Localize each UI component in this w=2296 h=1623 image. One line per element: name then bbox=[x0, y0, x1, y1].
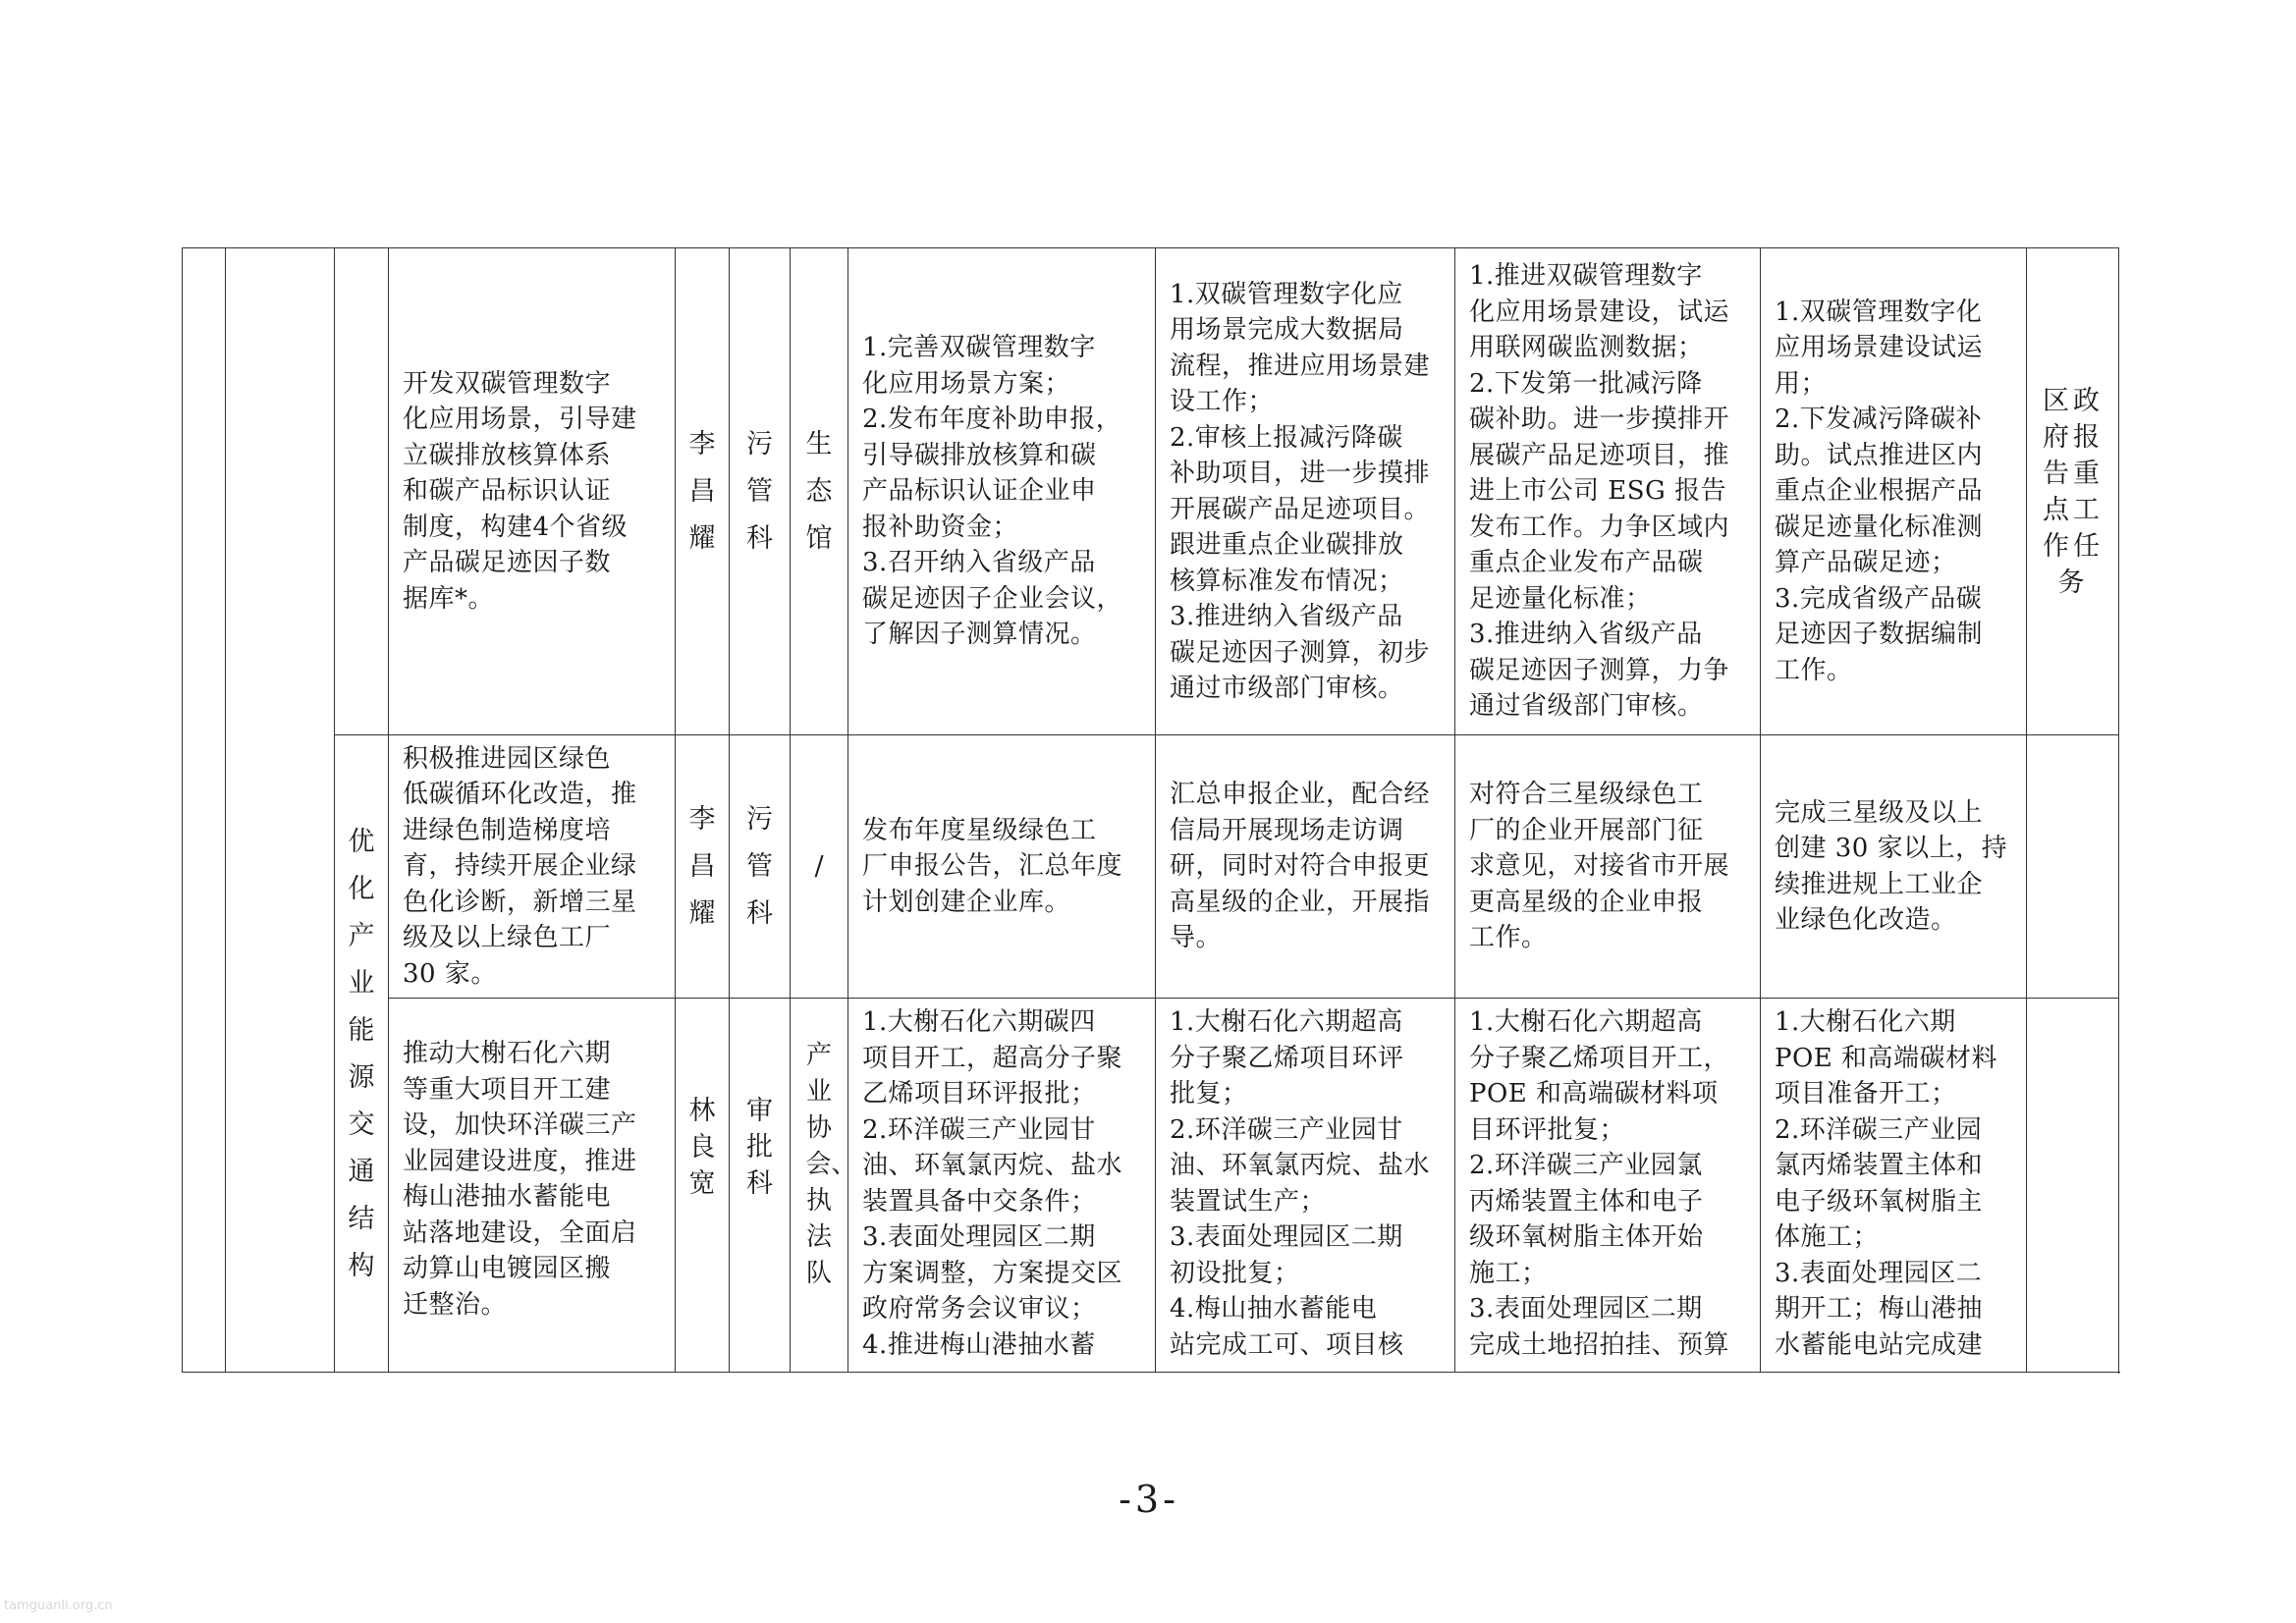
row2-category-cell bbox=[334, 734, 388, 1373]
row1-leader-cell bbox=[675, 247, 729, 734]
row2-q3-text: 对符合三星级绿色工 厂的企业开展部门征 求意见，对接省市开展 更高星级的企业申报 工作。 bbox=[1469, 780, 1730, 953]
row2-task-text: 积极推进园区绿色 低碳循环化改造，推 进绿色制造梯度培 育，持续开展企业绿 色化诊断，新增三星 级及以上绿色工厂 30 家。 bbox=[403, 743, 637, 989]
row3-q3-cell bbox=[1454, 998, 1760, 1373]
row2-task-cell bbox=[388, 734, 675, 998]
row2-q1-cell bbox=[847, 734, 1155, 998]
row2-dept-cell bbox=[729, 734, 790, 998]
row3-q2-cell bbox=[1155, 998, 1454, 1373]
row1-q4-cell bbox=[1760, 247, 2026, 734]
row3-coop-cell bbox=[790, 998, 857, 1373]
row3-q1-text: 1.大榭石化六期碳四 项目开工，超高分子聚 乙烯项目环评报批； 2.环洋碳三产业园甘 油、环氧氯丙烷、盐水 装置具备中交条件； 3.表面处理园区二期 方案调整，方案提交区 政府常务会议审议； 4.推进梅山港抽水蓄 bbox=[862, 1007, 1123, 1360]
row1-dept-text: 污管科 bbox=[746, 428, 773, 554]
row2-dept-text: 污管科 bbox=[746, 803, 773, 929]
row2-coop-cell bbox=[790, 734, 847, 998]
row1-note-cell bbox=[2026, 247, 2119, 734]
row1-q4-text: 1.双碳管理数字化 应用场景建设试运 用； 2.下发减污降碳补 助。试点推进区内 重点企业根据产品 碳足迹量化标准测 算产品碳足迹； 3.完成省级产品碳 足迹因子数据编制 工作。 bbox=[1775, 297, 1984, 685]
row3-q4-cell bbox=[1760, 998, 2026, 1373]
row2-q2-cell bbox=[1155, 734, 1454, 998]
row1-coop-text: 生态馆 bbox=[805, 428, 833, 554]
row1-q2-cell bbox=[1155, 247, 1454, 734]
row1-coop-cell bbox=[790, 247, 847, 734]
row3-q2-text: 1.大榭石化六期超高 分子聚乙烯项目环评 批复； 2.环洋碳三产业园甘 油、环氧氯丙烷、盐水 装置试生产； 3.表面处理园区二期 初设批复； 4.梅山抽水蓄能电 站完成工可、项目核 bbox=[1170, 1007, 1431, 1360]
row3-q1-cell bbox=[847, 998, 1155, 1373]
row2-q3-cell bbox=[1454, 734, 1760, 998]
row3-dept-text: 审批科 bbox=[746, 1096, 773, 1199]
row3-leader-text: 林良宽 bbox=[688, 1096, 716, 1199]
row1-q1-cell bbox=[847, 247, 1155, 734]
row3-dept-cell bbox=[729, 998, 790, 1373]
page-number: -3- bbox=[1119, 1478, 1179, 1521]
row3-coop-text: 产业协会、执法队 bbox=[805, 1041, 857, 1288]
table-blank-col-2 bbox=[225, 247, 334, 1373]
row3-q3-text: 1.大榭石化六期超高 分子聚乙烯项目开工， POE 和高端碳材料项 目环评批复； 2.环洋碳三产业园氯 丙烯装置主体和电子 级环氧树脂主体开始 施工； 3.表面处理园区二期 完成土地招拍挂、预算 bbox=[1469, 1007, 1730, 1360]
row1-leader-text: 李昌耀 bbox=[688, 428, 716, 554]
row2-q1-text: 发布年度星级绿色工 厂申报公告，汇总年度 计划创建企业库。 bbox=[862, 815, 1123, 917]
watermark-text: tamguanli.org.cn bbox=[4, 1598, 113, 1613]
table-right-border bbox=[2118, 247, 2119, 1374]
row3-task-cell bbox=[388, 998, 675, 1373]
row1-task-cell bbox=[388, 247, 675, 734]
row1-note-text: 区政府报告重点工作任务 bbox=[2043, 385, 2104, 598]
row2-category-text: 优化产业能源交通结构 bbox=[348, 826, 375, 1281]
table-blank-col-1 bbox=[182, 247, 225, 1373]
table-bottom-border bbox=[182, 1372, 2120, 1373]
row2-leader-text: 李昌耀 bbox=[688, 803, 716, 929]
row1-task-text: 开发双碳管理数字 化应用场景，引导建 立碳排放核算体系 和碳产品标识认证 制度，构建4个省级 产品碳足迹因子数 据库*。 bbox=[403, 368, 637, 614]
row3-task-text: 推动大榭石化六期 等重大项目开工建 设，加快环洋碳三产 业园建设进度，推进 梅山港抽水蓄能电 站落地建设，全面启 动算山电镀园区搬 迁整治。 bbox=[403, 1039, 637, 1320]
row2-q2-text: 汇总申报企业，配合经 信局开展现场走访调 研，同时对符合申报更 高星级的企业，开展指 导。 bbox=[1170, 780, 1431, 953]
row3-q4-text: 1.大榭石化六期 POE 和高端碳材料 项目准备开工； 2.环洋碳三产业园 氯丙烯装置主体和 电子级环氧树脂主 体施工； 3.表面处理园区二 期开工；梅山港抽 水蓄能电站完成建 bbox=[1775, 1007, 1998, 1360]
row2-coop-text: / bbox=[814, 850, 824, 882]
row1-q3-text: 1.推进双碳管理数字 化应用场景建设，试运 用联网碳监测数据； 2.下发第一批减污降 碳补助。进一步摸排开 展碳产品足迹项目，推 进上市公司 ESG 报告 发布工作。力争区域内 重点企业发布产品碳 足迹量化标准； 3.推进纳入省级产品 碳足迹因子测算，力争 通过省级部门审核。 bbox=[1469, 261, 1730, 722]
row2-leader-cell bbox=[675, 734, 729, 998]
row1-q3-cell bbox=[1454, 247, 1760, 734]
row1-q1-text: 1.完善双碳管理数字 化应用场景方案； 2.发布年度补助申报， 引导碳排放核算和碳 产品标识认证企业申 报补助资金； 3.召开纳入省级产品 碳足迹因子企业会议， 了解因子测算情况。 bbox=[862, 333, 1123, 650]
row1-q2-text: 1.双碳管理数字化应 用场景完成大数据局 流程，推进应用场景建 设工作； 2.审核上报减污降碳 补助项目，进一步摸排 开展碳产品足迹项目。 跟进重点企业碳排放 核算标准发布情况； 3.推进纳入省级产品 碳足迹因子测算，初步 通过市级部门审核。 bbox=[1170, 279, 1431, 703]
row3-note-cell bbox=[2026, 998, 2119, 1373]
row1-category-cell bbox=[334, 247, 388, 734]
row2-note-cell bbox=[2026, 734, 2119, 998]
row2-q4-text: 完成三星级及以上 创建 30 家以上，持 续推进规上工业企 业绿色化改造。 bbox=[1775, 797, 2008, 935]
row2-q4-cell bbox=[1760, 734, 2026, 998]
row3-leader-cell bbox=[675, 998, 729, 1373]
row1-dept-cell bbox=[729, 247, 790, 734]
